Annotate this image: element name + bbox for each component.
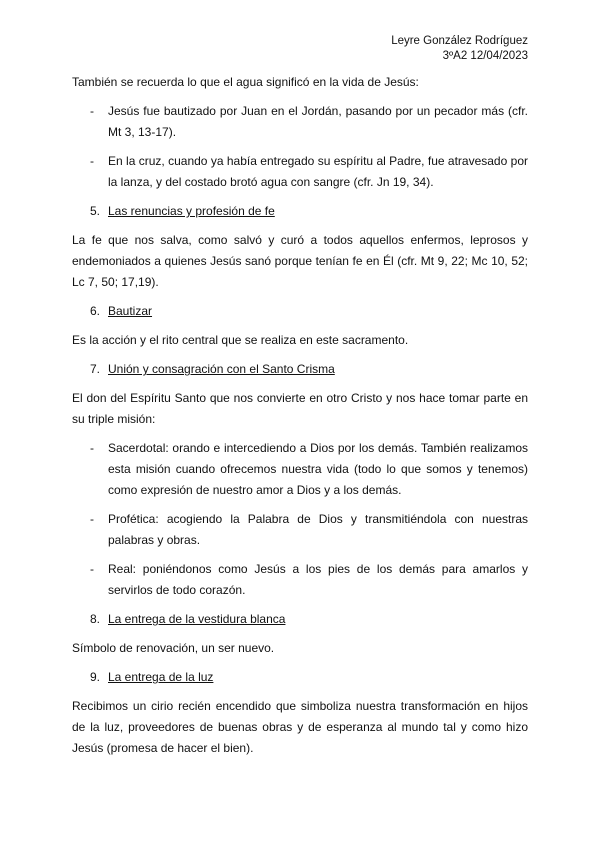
section-heading-6 [72,301,528,322]
water-list [72,101,528,193]
page-header [391,34,528,64]
section-title: La entrega de la vestidura blanca [108,612,286,626]
section-number: 6. [90,304,101,318]
section-heading-5 [72,201,528,222]
list-item [72,509,528,551]
list-item-text: En la cruz, cuando ya había entregado su espíritu al Padre, fue atravesado por la lanza, y del costado brotó agua con sangre (cfr. Jn 19, 34). [108,154,528,189]
dash-bullet: - [90,154,94,168]
dash-bullet: - [90,562,94,576]
list-item-text: Profética: acogiendo la Palabra de Dios y transmitiéndola con nuestras palabras y obras. [108,512,528,547]
intro-paragraph: También se recuerda lo que el agua significó en la vida de Jesús: [72,75,419,89]
section-heading-8 [72,609,528,630]
list-item [72,101,528,143]
section-paragraph: La fe que nos salva, como salvó y curó a todos aquellos enfermos, leprosos y endemoniados a quienes Jesús sanó porque tenían fe en Él (cfr. Mt 9, 22; Mc 10, 52; Lc 7, 50; 17,19). [72,233,528,289]
section-number: 9. [90,670,101,684]
section-title: Unión y consagración con el Santo Crisma [108,362,335,376]
section-title: Bautizar [108,304,153,318]
class-date: 3ºA2 12/04/2023 [442,50,528,62]
list-item [72,438,528,501]
mission-list [72,438,528,601]
section-paragraph: Es la acción y el rito central que se realiza en este sacramento. [72,333,409,347]
author-name: Leyre González Rodríguez [391,35,528,47]
list-item [72,151,528,193]
section-number: 8. [90,612,101,626]
list-item-text: Sacerdotal: orando e intercediendo a Dios por los demás. También realizamos esta misión cuando ofrecemos nuestra vida (todo lo que somos y tenemos) como expresión de nuestro amor a Dios y a los demás. [108,441,528,497]
list-item [72,559,528,601]
dash-bullet: - [90,104,94,118]
list-item-text: Jesús fue bautizado por Juan en el Jordán, pasando por un pecador más (cfr. Mt 3, 13-17). [108,104,528,139]
section-title: Las renuncias y profesión de fe [108,204,275,218]
section-title: La entrega de la luz [108,670,214,684]
section-number: 7. [90,362,101,376]
dash-bullet: - [90,441,94,455]
section-heading-7 [72,359,528,380]
document-body [72,72,528,767]
list-item-text: Real: poniéndonos como Jesús a los pies de los demás para amarlos y servirlos de todo corazón. [108,562,528,597]
dash-bullet: - [90,512,94,526]
section-number: 5. [90,204,101,218]
section-paragraph: El don del Espíritu Santo que nos convierte en otro Cristo y nos hace tomar parte en su triple misión: [72,391,528,426]
section-paragraph: Símbolo de renovación, un ser nuevo. [72,641,275,655]
section-heading-9 [72,667,528,688]
section-paragraph: Recibimos un cirio recién encendido que simboliza nuestra transformación en hijos de la luz, proveedores de buenas obras y de esperanza al mundo tal y como hizo Jesús (promesa de hacer el bien). [72,699,528,755]
